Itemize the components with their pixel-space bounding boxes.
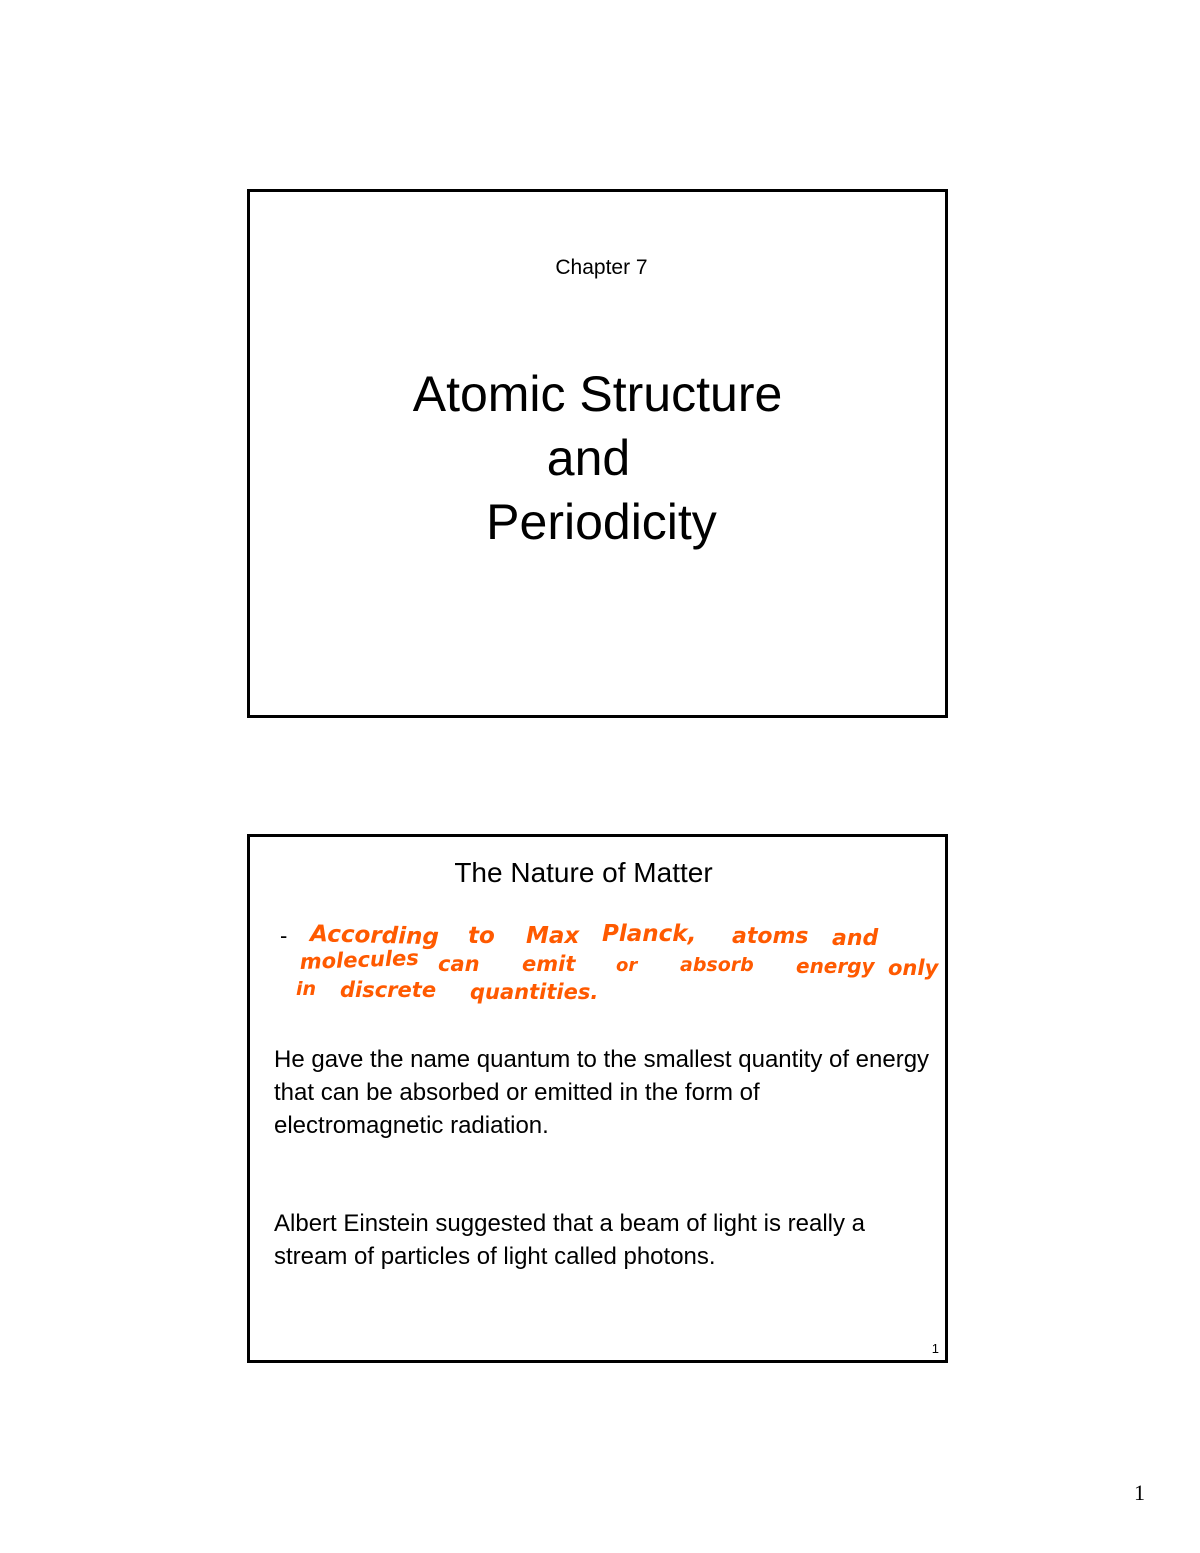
slide-nature-of-matter	[247, 834, 948, 1363]
svg-text:absorb: absorb	[680, 954, 754, 976]
paragraph-quantum: He gave the name quantum to the smallest quantity of energy that can be absorbed or emitted in the form of electromagnetic radiation.	[274, 1046, 930, 1139]
svg-text:in: in	[296, 978, 317, 1000]
svg-text:molecules: molecules	[299, 945, 420, 974]
svg-text:atoms: atoms	[732, 924, 809, 949]
title-line-2: and	[546, 430, 631, 486]
svg-text:Max: Max	[526, 923, 580, 949]
page-number: 1	[1134, 1480, 1145, 1505]
handwritten-annotation	[276, 919, 946, 1009]
svg-text:or: or	[616, 955, 638, 976]
bullet-dash: -	[280, 923, 288, 948]
slide-title	[247, 189, 948, 718]
title-line-1: Atomic Structure	[412, 366, 783, 422]
svg-text:quantities.: quantities.	[470, 980, 599, 1004]
svg-text:emit: emit	[522, 952, 576, 976]
svg-text:only: only	[888, 956, 939, 980]
svg-text:Planck,: Planck,	[602, 921, 697, 947]
slide-number: 1	[931, 1341, 939, 1356]
svg-text:can: can	[438, 952, 480, 976]
svg-text:According: According	[309, 921, 440, 951]
title-line-3: Periodicity	[486, 494, 717, 550]
chapter-label: Chapter 7	[555, 256, 648, 279]
slide-heading: The Nature of Matter	[454, 857, 713, 888]
svg-text:and: and	[832, 926, 879, 951]
paragraph-photons: Albert Einstein suggested that a beam of light is really a stream of particles of light called photons.	[274, 1210, 865, 1270]
slide-main-title	[250, 362, 945, 554]
svg-text:energy: energy	[796, 954, 875, 978]
svg-text:discrete: discrete	[340, 978, 437, 1002]
svg-text:to: to	[468, 923, 495, 949]
